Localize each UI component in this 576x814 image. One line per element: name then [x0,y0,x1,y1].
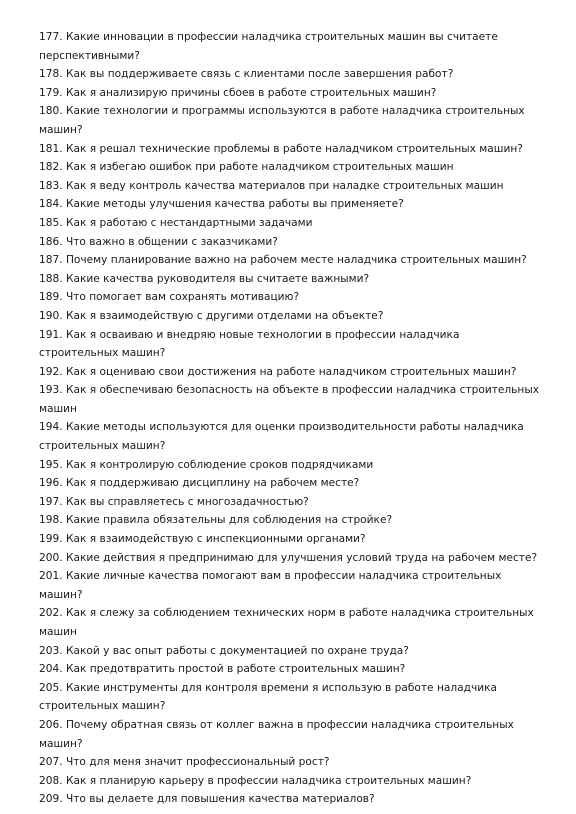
list-item: 196. Как я поддерживаю дисциплину на рабочем месте? [39,477,360,490]
list-item: 182. Как я избегаю ошибок при работе наладчиком строительных машин [39,161,454,174]
list-item: 179. Как я анализирую причины сбоев в работе строительных машин? [39,86,437,99]
list-item: 186. Что важно в общении с заказчиками? [39,235,278,248]
list-item: 197. Как вы справляетесь с многозадачностью? [39,495,309,508]
list-item: 208. Как я планирую карьеру в профессии наладчика строительных машин? [39,774,472,787]
list-item: 203. Какой у вас опыт работы с документацией по охране труда? [39,644,409,657]
list-item: 188. Какие качества руководителя вы считаете важными? [39,272,370,285]
list-item: 184. Какие методы улучшения качества работы вы применяете? [39,198,404,211]
list-item: 194. Какие методы используются для оценки производительности работы наладчика строительных машин? [39,421,524,453]
list-item: 209. Что вы делаете для повышения качества материалов? [39,793,375,806]
list-item: 187. Почему планирование важно на рабочем месте наладчика строительных машин? [39,254,527,267]
list-item: 205. Какие инструменты для контроля времени я использую в работе наладчика строительных машин? [39,681,497,713]
list-item: 198. Какие правила обязательны для соблюдения на стройке? [39,514,393,527]
list-item: 204. Как предотвратить простой в работе строительных машин? [39,663,406,676]
question-list [39,28,539,809]
list-item: 181. Как я решал технические проблемы в работе наладчиком строительных машин? [39,142,523,155]
list-item: 178. Как вы поддерживаете связь с клиентами после завершения работ? [39,68,454,81]
list-item: 183. Как я веду контроль качества материалов при наладке строительных машин [39,179,504,192]
list-item: 195. Как я контролирую соблюдение сроков подрядчиками [39,458,374,471]
list-item: 185. Как я работаю с нестандартными задачами [39,216,313,229]
list-item: 180. Какие технологии и программы используются в работе наладчика строительных машин? [39,105,525,136]
list-item: 200. Какие действия я предпринимаю для улучшения условий труда на рабочем месте? [39,551,538,564]
list-item: 177. Какие инновации в профессии наладчика строительных машин вы считаете перспективными? [39,31,498,62]
list-item: 199. Как я взаимодействую с инспекционными органами? [39,533,366,546]
list-item: 190. Как я взаимодействую с другими отделами на объекте? [39,309,384,322]
list-item: 201. Какие личные качества помогают вам в профессии наладчика строительных машин? [39,570,502,601]
list-item: 193. Как я обеспечиваю безопасность на объекте в профессии наладчика строительных машин [39,384,539,415]
list-item: 189. Что помогает вам сохранять мотивацию? [39,291,300,304]
list-item: 206. Почему обратная связь от коллег важна в профессии наладчика строительных машин? [39,718,514,750]
list-item: 207. Что для меня значит профессиональный рост? [39,756,330,769]
list-item: 191. Как я осваиваю и внедряю новые технологии в профессии наладчика строительных машин? [39,328,460,360]
list-item: 202. Как я слежу за соблюдением технических норм в работе наладчика строительных машин [39,607,534,638]
list-item: 192. Как я оцениваю свои достижения на работе наладчиком строительных машин? [39,365,517,378]
